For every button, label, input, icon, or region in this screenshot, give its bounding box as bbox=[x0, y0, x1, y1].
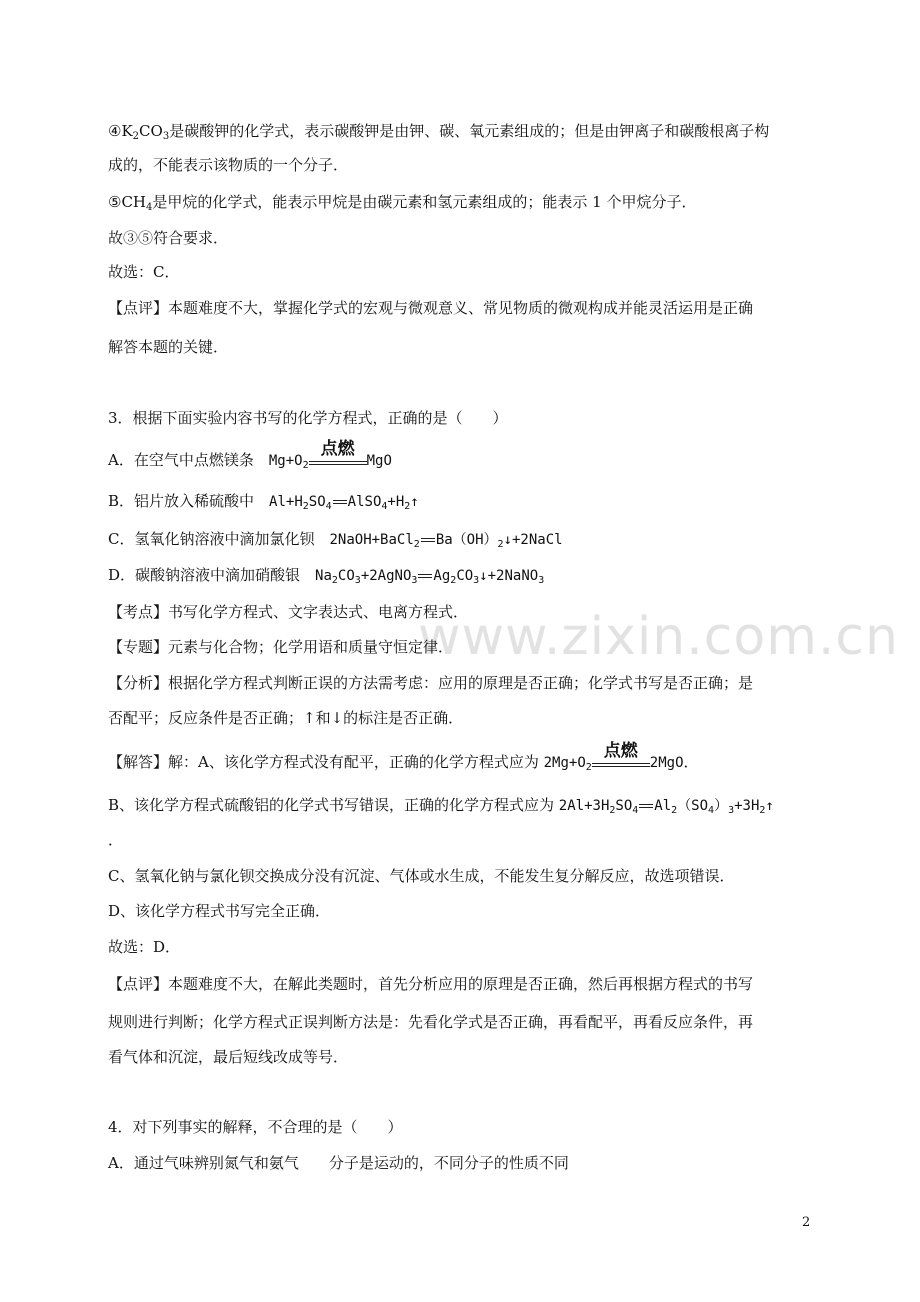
page-number: 2 bbox=[802, 1215, 811, 1230]
comment-line: 【点评】本题难度不大，掌握化学式的宏观与微观意义、常见物质的微观构成并能灵活运用是正确 bbox=[108, 299, 754, 317]
answer-line: 故选：D． bbox=[108, 938, 181, 956]
watermark: www.zixin.com.cn bbox=[418, 607, 899, 667]
text-line: 故③⑤符合要求． bbox=[108, 229, 229, 247]
text-line: $④K_2CO_3$是碳酸钾的化学式，表示碳酸钾是由钾、碳、氧元素组成的；但是由钾离子和碳酸根离子构 bbox=[108, 122, 770, 142]
comment-line: 看气体和沉淀，最后短线改成等号． bbox=[108, 1048, 349, 1066]
comment-line: 规则进行判断；化学方程式正误判断方法是：先看化学式是否正确，再看配平，再看反应条件，再 bbox=[108, 1013, 754, 1031]
text-line: 成的，不能表示该物质的一个分子． bbox=[108, 156, 349, 174]
comment-line: 【点评】本题难度不大，在解此类题时，首先分析应用的原理是否正确，然后再根据方程式的书写 bbox=[108, 975, 754, 993]
option-b: B．铝片放入稀硫酸中 $Al+H_2SO_4$ $AlSO_4+H_2↑$ bbox=[108, 492, 419, 512]
analysis-line: 【分析】根据化学方程式判断正误的方法需考虑：应用的原理是否正确；化学式书写是否正确；是 bbox=[108, 674, 754, 692]
option-a: A．通过气味辨别氮气和氨气 分子是运动的，不同分子的性质不同 bbox=[108, 1154, 569, 1172]
kaodian-line: 【考点】书写化学方程式、文字表达式、电离方程式． bbox=[108, 603, 469, 621]
question-4: 4．对下列事实的解释，不合理的是（ ） bbox=[108, 1118, 403, 1136]
option-c: C．氢氧化钠溶液中滴加氯化钡 2NaOH+BaCl$_2$ $Ba(OH)_2↓+2NaCl$ bbox=[108, 530, 563, 550]
reaction-condition: 点燃 bbox=[603, 741, 638, 761]
answer-line: C、氢氧化钠与氯化钡交换成分没有沉淀、气体或水生成，不能发生复分解反应，故选项错误． bbox=[108, 867, 735, 885]
analysis-line: 否配平；反应条件是否正确；↑和↓的标注是否正确． bbox=[108, 709, 464, 727]
text-line: 故选：C． bbox=[108, 263, 180, 281]
reaction-condition: 点燃 bbox=[320, 439, 355, 459]
answer-line: B、该化学方程式硫酸铝的化学式书写错误，正确的化学方程式应为 $2Al+3H_2SO_4$ $Al_2(SO_4)_3+3H_2↑$ bbox=[108, 796, 774, 816]
question-3: 3．根据下面实验内容书写的化学方程式，正确的是（ ） bbox=[108, 409, 508, 427]
answer-line: D、该化学方程式书写完全正确． bbox=[108, 902, 331, 920]
answer-line: 【解答】解：A、该化学方程式没有配平，正确的化学方程式应为 $2Mg+O_2$ 点燃 2MgO． bbox=[108, 741, 699, 773]
text-line: $⑤CH_4$是甲烷的化学式，能表示甲烷是由碳元素和氢元素组成的；能表示 1 个甲烷分子． bbox=[108, 193, 697, 213]
option-a: A．在空气中点燃镁条 $Mg+O_2$ 点燃 MgO bbox=[108, 439, 392, 471]
zhuanti-line: 【专题】元素与化合物；化学用语和质量守恒定律． bbox=[108, 638, 454, 656]
option-d: D．碳酸钠溶液中滴加硝酸银 $Na_2CO_3+2AgNO_3$ $Ag_2CO_3↓+2NaNO_3$ bbox=[108, 566, 545, 586]
comment-line: 解答本题的关键． bbox=[108, 338, 229, 356]
answer-line: ． bbox=[108, 831, 124, 849]
